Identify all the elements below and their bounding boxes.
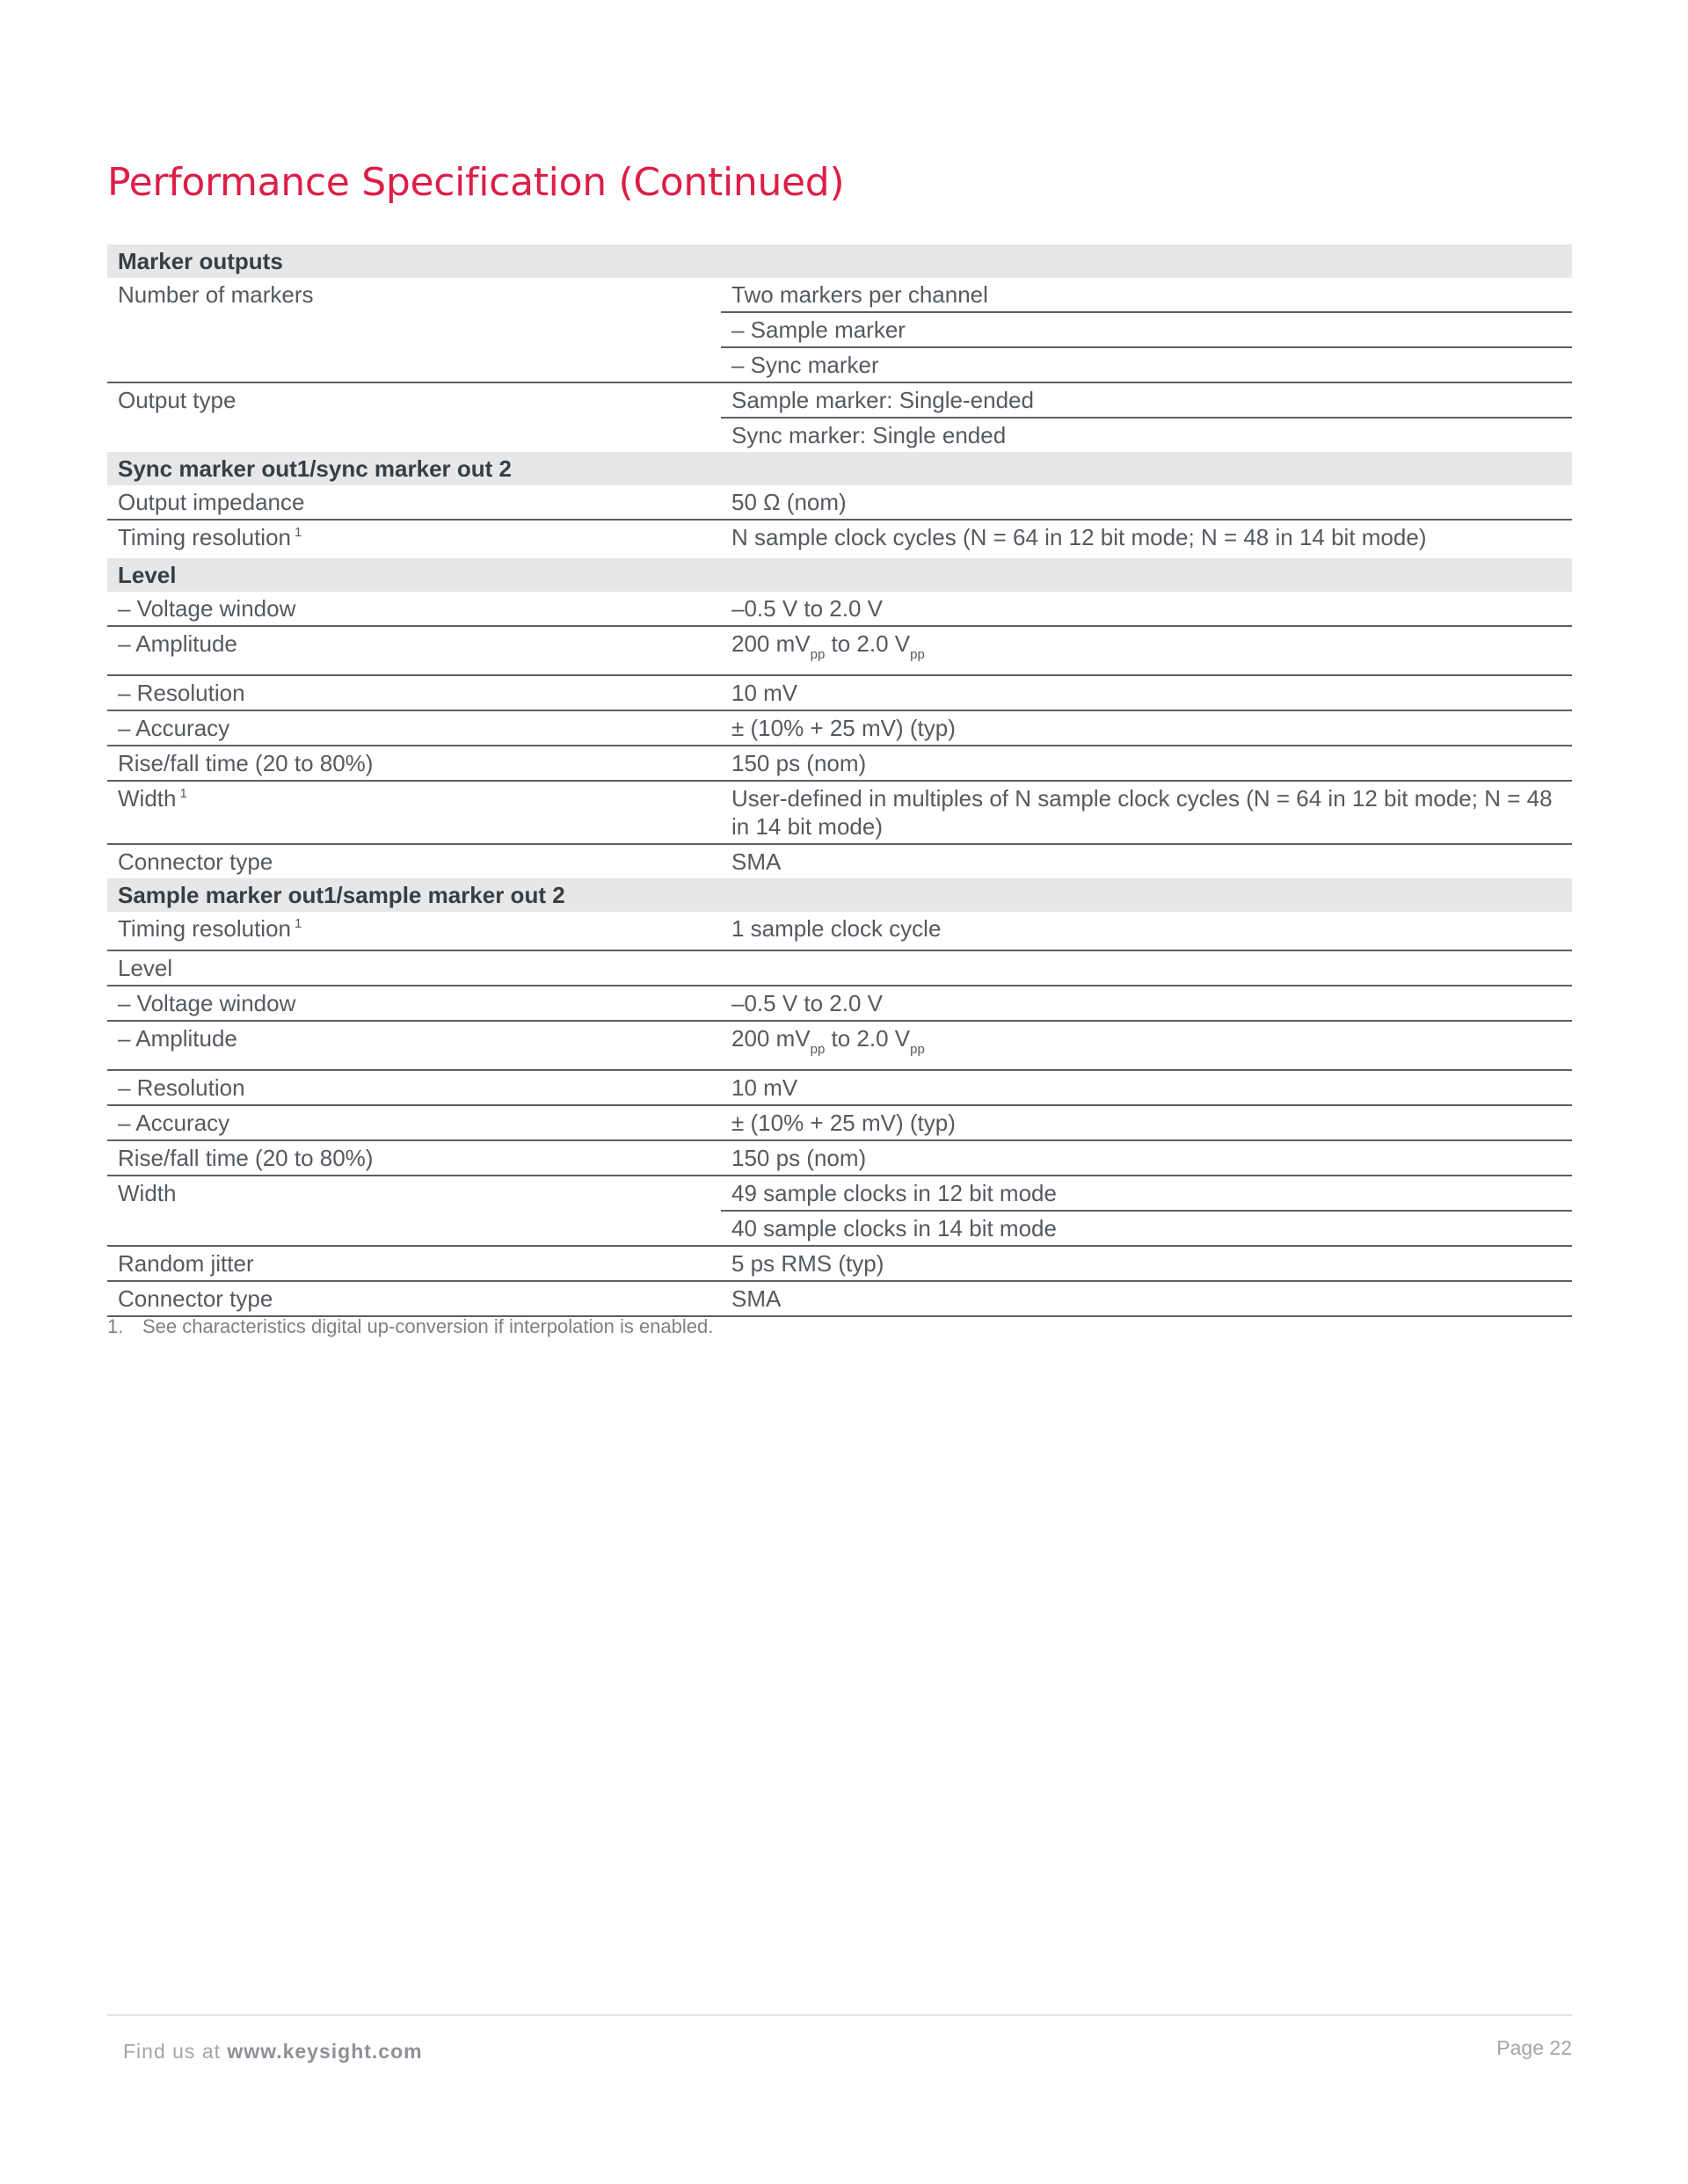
section-header-marker-outputs bbox=[107, 244, 1572, 278]
label-text: Width bbox=[118, 785, 177, 812]
table-row bbox=[107, 844, 1572, 878]
page-number: Page 22 bbox=[1496, 2036, 1572, 2059]
row-label: – Voltage window bbox=[107, 592, 721, 626]
row-value: – Sync marker bbox=[721, 347, 1572, 382]
table-row bbox=[107, 278, 1572, 312]
footnote-ref: 1 bbox=[295, 525, 302, 540]
row-label: Random jitter bbox=[107, 1246, 721, 1281]
website-link[interactable]: www.keysight.com bbox=[227, 2040, 423, 2063]
table-row bbox=[107, 1140, 1572, 1176]
subscript: pp bbox=[910, 1042, 925, 1057]
row-label: Number of markers bbox=[107, 278, 721, 382]
value-text: 200 mV bbox=[731, 630, 811, 657]
row-value: – Sample marker bbox=[721, 312, 1572, 347]
table-row bbox=[107, 781, 1572, 844]
subscript: pp bbox=[910, 647, 925, 662]
footnote-number: 1. bbox=[107, 1315, 124, 1337]
section-title: Sync marker out1/sync marker out 2 bbox=[107, 452, 1572, 485]
row-value: –0.5 V to 2.0 V bbox=[721, 986, 1572, 1021]
value-text: 200 mV bbox=[731, 1025, 811, 1052]
section-header-sample-marker bbox=[107, 878, 1572, 912]
row-value: 49 sample clocks in 12 bit mode bbox=[721, 1176, 1572, 1211]
table-row bbox=[107, 626, 1572, 675]
section-title: Level bbox=[107, 558, 1572, 592]
row-label: – Amplitude bbox=[107, 626, 721, 675]
row-label: Output impedance bbox=[107, 485, 721, 520]
row-value: 50 Ω (nom) bbox=[721, 485, 1572, 520]
footnote-text: See characteristics digital up-conversion if interpolation is enabled. bbox=[142, 1315, 714, 1337]
section-header-level bbox=[107, 558, 1572, 592]
row-label: – Accuracy bbox=[107, 1105, 721, 1140]
row-value: Two markers per channel bbox=[721, 278, 1572, 312]
row-value: ± (10% + 25 mV) (typ) bbox=[721, 1105, 1572, 1140]
row-value bbox=[721, 626, 1572, 675]
footnote-ref: 1 bbox=[179, 786, 187, 801]
page-title: Performance Specification (Continued) bbox=[107, 160, 845, 205]
row-value: –0.5 V to 2.0 V bbox=[721, 592, 1572, 626]
table-row bbox=[107, 520, 1572, 558]
row-label: Rise/fall time (20 to 80%) bbox=[107, 1140, 721, 1176]
row-label bbox=[107, 781, 721, 844]
row-label: Connector type bbox=[107, 1281, 721, 1316]
section-title: Marker outputs bbox=[107, 244, 1572, 278]
table-row bbox=[107, 746, 1572, 781]
table-row bbox=[107, 950, 1572, 986]
row-value: User-defined in multiples of N sample clock cycles (N = 64 in 12 bit mode; N = 48 in 14 bit mode) bbox=[721, 781, 1572, 844]
table-row bbox=[107, 1021, 1572, 1070]
table-row bbox=[107, 912, 1572, 950]
row-value: SMA bbox=[721, 1281, 1572, 1316]
row-value: ± (10% + 25 mV) (typ) bbox=[721, 710, 1572, 746]
subscript: pp bbox=[810, 1042, 826, 1057]
row-label bbox=[107, 912, 721, 950]
footer-divider bbox=[107, 2014, 1572, 2016]
row-label: – Resolution bbox=[107, 1070, 721, 1105]
row-value: Sample marker: Single-ended bbox=[721, 382, 1572, 418]
label-text: Timing resolution bbox=[118, 915, 292, 942]
section-title: Sample marker out1/sample marker out 2 bbox=[107, 878, 1572, 912]
value-text: to 2.0 V bbox=[825, 630, 911, 657]
row-value: 10 mV bbox=[721, 1070, 1572, 1105]
table-row bbox=[107, 1176, 1572, 1211]
row-value: 150 ps (nom) bbox=[721, 746, 1572, 781]
row-value: 10 mV bbox=[721, 675, 1572, 710]
row-label: – Accuracy bbox=[107, 710, 721, 746]
section-header-sync-marker bbox=[107, 452, 1572, 485]
spec-table bbox=[107, 244, 1572, 1317]
table-row bbox=[107, 986, 1572, 1021]
subscript: pp bbox=[810, 647, 826, 662]
row-label: – Voltage window bbox=[107, 986, 721, 1021]
row-label: – Resolution bbox=[107, 675, 721, 710]
table-row bbox=[107, 1105, 1572, 1140]
row-value bbox=[721, 950, 1572, 986]
footnote bbox=[107, 1315, 713, 1338]
row-label: – Amplitude bbox=[107, 1021, 721, 1070]
table-row bbox=[107, 1246, 1572, 1281]
row-label bbox=[107, 520, 721, 558]
footer-website bbox=[123, 2040, 423, 2064]
row-value: N sample clock cycles (N = 64 in 12 bit mode; N = 48 in 14 bit mode) bbox=[731, 524, 1427, 550]
row-label: Output type bbox=[118, 387, 236, 413]
row-label: Width bbox=[107, 1176, 721, 1246]
table-row bbox=[107, 382, 1572, 418]
row-value: 40 sample clocks in 14 bit mode bbox=[721, 1211, 1572, 1246]
value-text: to 2.0 V bbox=[825, 1025, 911, 1052]
row-value: 150 ps (nom) bbox=[721, 1140, 1572, 1176]
table-row bbox=[107, 1070, 1572, 1105]
table-row bbox=[107, 592, 1572, 626]
row-value bbox=[721, 1021, 1572, 1070]
table-row bbox=[107, 1281, 1572, 1316]
row-value: 5 ps RMS (typ) bbox=[721, 1246, 1572, 1281]
table-row bbox=[107, 710, 1572, 746]
row-value: Sync marker: Single ended bbox=[731, 422, 1007, 448]
row-label: Connector type bbox=[118, 848, 273, 875]
table-row bbox=[107, 675, 1572, 710]
row-label: Rise/fall time (20 to 80%) bbox=[107, 746, 721, 781]
row-label: Level bbox=[107, 950, 721, 986]
label-text: Timing resolution bbox=[118, 524, 292, 550]
row-value: 1 sample clock cycle bbox=[721, 912, 1572, 950]
row-value: SMA bbox=[731, 848, 782, 875]
footnote-ref: 1 bbox=[295, 916, 302, 931]
table-row bbox=[107, 485, 1572, 520]
footer-prefix: Find us at bbox=[123, 2040, 228, 2063]
